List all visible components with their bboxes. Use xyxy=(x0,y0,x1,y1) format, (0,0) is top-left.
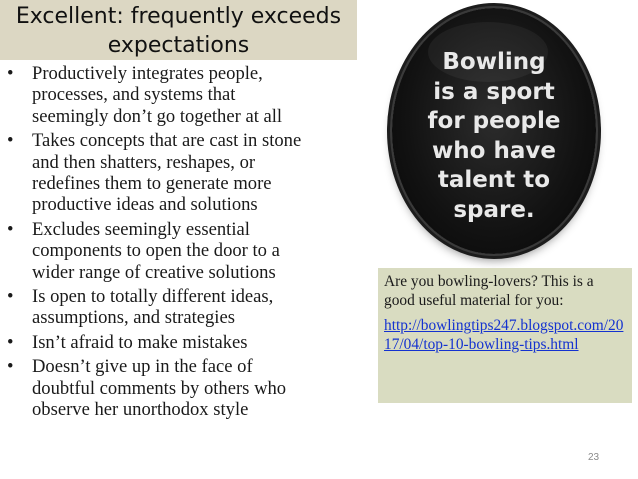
badge-line: for people xyxy=(427,108,561,134)
bowling-tips-link[interactable]: http://bowlingtips247.blogspot.com/2017/04/top-10-bowling-tips.html xyxy=(384,317,624,353)
info-note-box xyxy=(378,268,632,403)
note-text: Are you bowling-lovers? This is a good useful material for you: xyxy=(384,273,594,309)
bullet-dot: • xyxy=(7,356,14,378)
badge-line: spare. xyxy=(453,196,535,223)
bullet-line: productive ideas and solutions xyxy=(32,194,258,216)
bullet-line: doubtful comments by others who xyxy=(32,377,287,399)
bullet-list xyxy=(7,63,352,424)
bullet-line: wider range of creative solutions xyxy=(32,261,276,283)
bullet-line: Doesn’t give up in the face of xyxy=(32,356,253,378)
bullet-line: Is open to totally different ideas, xyxy=(32,286,274,308)
bullet-line: Takes concepts that are cast in stone xyxy=(32,130,302,152)
bullet-line: assumptions, and strategies xyxy=(32,307,235,329)
bullet-dot: • xyxy=(7,218,14,240)
page-number: 23 xyxy=(588,452,600,463)
bullet-item xyxy=(7,219,352,283)
badge-text xyxy=(392,48,596,225)
badge-line: who have xyxy=(432,137,556,164)
bullet-dot: • xyxy=(7,130,14,152)
bullet-line: observe her unorthodox style xyxy=(32,399,249,421)
bullet-dot: • xyxy=(7,286,14,308)
bullet-line: Excludes seemingly essential xyxy=(32,218,250,240)
badge-button xyxy=(392,8,596,254)
slide-title-line-1: Excellent: frequently exceeds xyxy=(15,4,342,29)
bullet-line: Productively integrates people, xyxy=(32,63,263,84)
bullet-line: processes, and systems that xyxy=(32,84,236,106)
bullet-line: and then shatters, reshapes, or xyxy=(32,151,256,173)
bullet-dot: • xyxy=(7,63,14,84)
bullet-item xyxy=(7,130,352,216)
bullet-line: redefines them to generate more xyxy=(32,173,272,195)
bullet-item xyxy=(7,63,352,127)
badge-line: Bowling xyxy=(442,49,546,75)
slide-title-line-2: expectations xyxy=(107,33,250,58)
badge-line: talent to xyxy=(437,167,551,193)
bullet-item xyxy=(7,356,352,420)
bullet-line: Isn’t afraid to make mistakes xyxy=(32,331,248,353)
slide-title xyxy=(0,0,357,60)
badge-line: is a sport xyxy=(433,78,555,105)
bullet-line: components to open the door to a xyxy=(32,240,280,262)
bowling-badge-image xyxy=(386,2,600,264)
bullet-dot: • xyxy=(7,331,14,353)
bullet-item xyxy=(7,332,352,353)
bullet-line: seemingly don’t go together at all xyxy=(32,105,283,127)
bullet-item xyxy=(7,286,352,329)
